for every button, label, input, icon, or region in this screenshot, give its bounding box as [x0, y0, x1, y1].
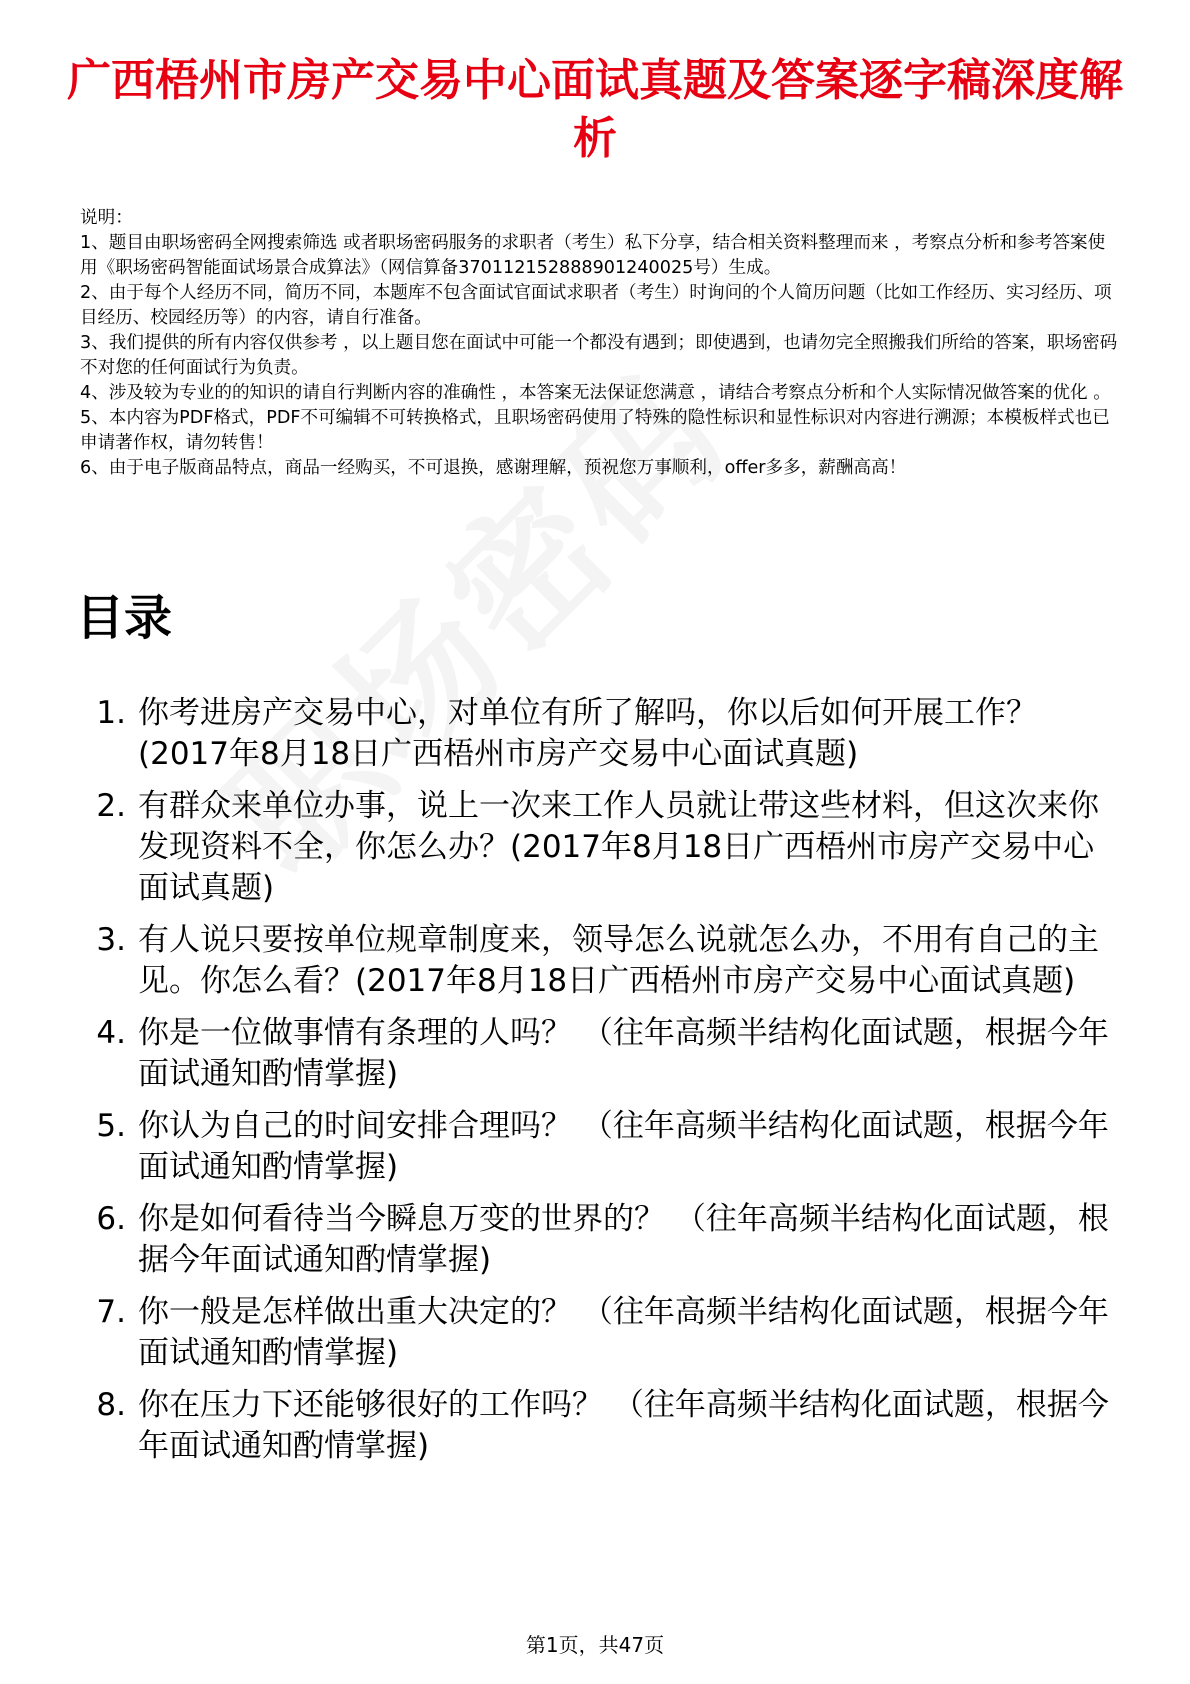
- toc-heading: 目录: [76, 590, 173, 646]
- toc-item[interactable]: [76, 693, 1116, 775]
- note-item: 5、本内容为PDF格式，PDF不可编辑不可转换格式，且职场密码使用了特殊的隐性标识和显性标识对内容进行溯源；本模板样式也已申请著作权，请勿转售！: [80, 408, 1110, 453]
- note-item: 1、题目由职场密码全网搜索筛选 或者职场密码服务的求职者（考生）私下分享，结合相关资料整理而来 ，考察点分析和参考答案使用《职场密码智能面试场景合成算法》（网信算备370112152888901240025号）生成。: [80, 233, 1106, 278]
- toc-item-number: 6.: [96, 1201, 126, 1237]
- toc-item-number: 3.: [96, 922, 126, 958]
- toc-item-text: 你认为自己的时间安排合理吗？ （往年高频半结构化面试题，根据今年面试通知酌情掌握): [138, 1108, 1109, 1185]
- toc-item-number: 7.: [96, 1294, 126, 1330]
- note-item: 6、由于电子版商品特点，商品一经购买，不可退换，感谢理解，预祝您万事顺利，offer多多，薪酬高高！: [80, 458, 907, 478]
- toc-item-text: 有群众来单位办事，说上一次来工作人员就让带这些材料，但这次来你发现资料不全，你怎么办？(2017年8月18日广西梧州市房产交易中心面试真题): [138, 788, 1099, 906]
- toc-item[interactable]: [76, 1106, 1116, 1188]
- notes-section: [80, 206, 1120, 481]
- toc-item-text: 你考进房产交易中心，对单位有所了解吗，你以后如何开展工作？(2017年8月18日广西梧州市房产交易中心面试真题): [138, 695, 1037, 772]
- toc-item-text: 你在压力下还能够很好的工作吗？ （往年高频半结构化面试题，根据今年面试通知酌情掌握): [138, 1387, 1109, 1464]
- toc-item[interactable]: [76, 1199, 1116, 1281]
- toc-item-number: 1.: [96, 695, 126, 731]
- page-title: 广西梧州市房产交易中心面试真题及答案逐字稿深度解析: [67, 55, 1123, 164]
- toc-item-text: 你是一位做事情有条理的人吗？ （往年高频半结构化面试题，根据今年面试通知酌情掌握): [138, 1015, 1109, 1092]
- toc-item-text: 你是如何看待当今瞬息万变的世界的？ （往年高频半结构化面试题，根据今年面试通知酌情掌握): [138, 1201, 1109, 1278]
- note-item: 4、涉及较为专业的的知识的请自行判断内容的准确性 ，本答案无法保证您满意 ，请结合考察点分析和个人实际情况做答案的优化 。: [80, 383, 1111, 403]
- note-item: 3、我们提供的所有内容仅供参考 ，以上题目您在面试中可能一个都没有遇到；即使遇到，也请勿完全照搬我们所给的答案，职场密码不对您的任何面试行为负责。: [80, 333, 1118, 378]
- page-footer: 第1页，共47页: [525, 1633, 665, 1657]
- toc-item-number: 5.: [96, 1108, 126, 1144]
- note-item: 2、由于每个人经历不同，简历不同，本题库不包含面试官面试求职者（考生）时询问的个人简历问题（比如工作经历、实习经历、项目经历、校园经历等）的内容，请自行准备。: [80, 283, 1112, 328]
- toc-item-text: 你一般是怎样做出重大决定的？ （往年高频半结构化面试题，根据今年面试通知酌情掌握): [138, 1294, 1109, 1371]
- toc-item[interactable]: [76, 920, 1116, 1002]
- toc-item[interactable]: [76, 1385, 1116, 1467]
- toc-item-number: 4.: [96, 1015, 126, 1051]
- toc-item[interactable]: [76, 1292, 1116, 1374]
- toc-list: [76, 693, 1116, 1478]
- notes-heading: 说明：: [80, 208, 133, 228]
- toc-item-text: 有人说只要按单位规章制度来，领导怎么说就怎么办，不用有自己的主见。你怎么看？(2017年8月18日广西梧州市房产交易中心面试真题): [138, 922, 1099, 999]
- toc-item[interactable]: [76, 1013, 1116, 1095]
- toc-item[interactable]: [76, 786, 1116, 909]
- toc-item-number: 8.: [96, 1387, 126, 1423]
- toc-item-number: 2.: [96, 788, 126, 824]
